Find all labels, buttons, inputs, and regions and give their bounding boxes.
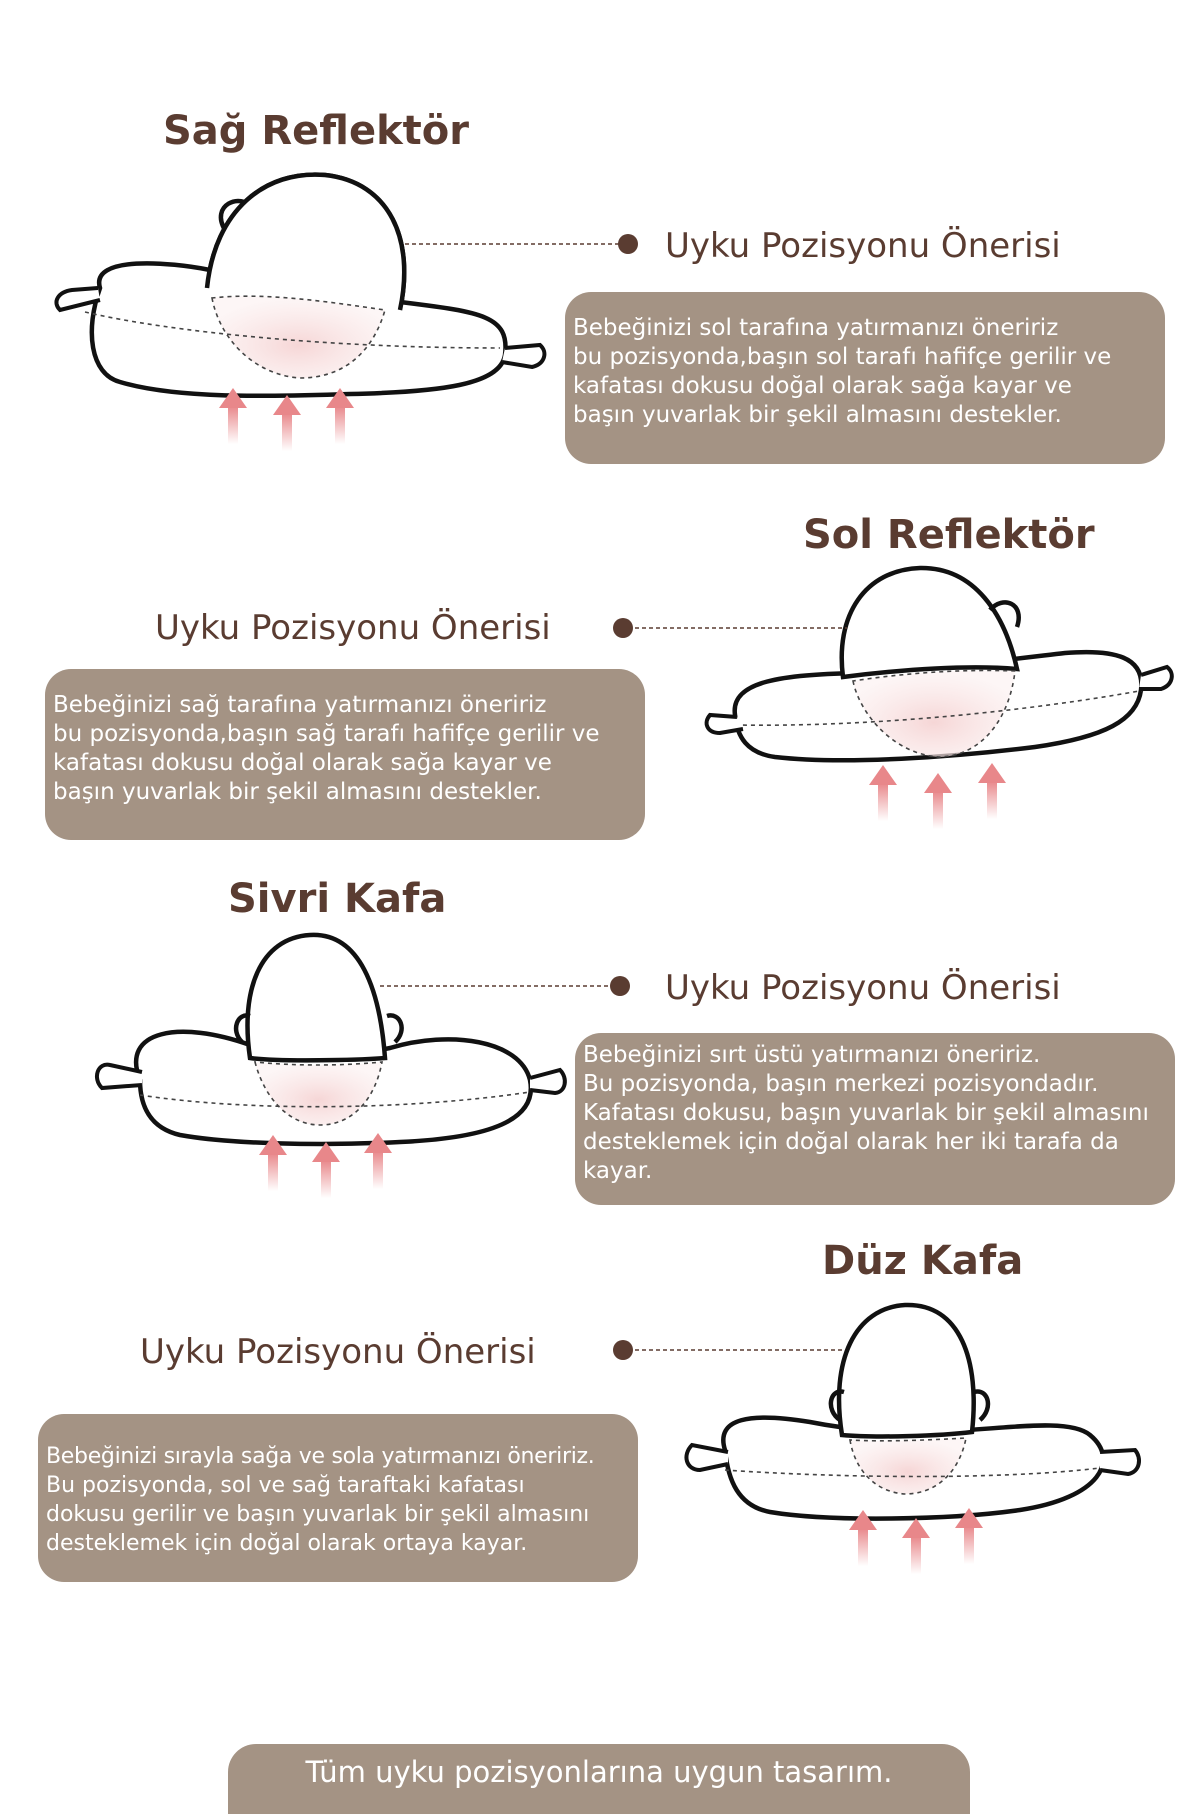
footer-banner bbox=[228, 1744, 970, 1814]
description-line: kafatası dokusu doğal olarak sağa kayar ve bbox=[573, 373, 1072, 399]
description-box bbox=[45, 669, 645, 840]
leader-line bbox=[405, 234, 645, 254]
description-line: dokusu gerilir ve başın yuvarlak bir şekil almasını bbox=[46, 1502, 590, 1527]
description-line: Bu pozisyonda, başın merkezi pozisyondadır. bbox=[583, 1071, 1099, 1097]
description-line: Kafatası dokusu, başın yuvarlak bir şekil almasını bbox=[583, 1100, 1149, 1126]
baby-head-pillow-illustration bbox=[50, 170, 550, 450]
description-line: Bebeğinizi sol tarafına yatırmanızı öneririz bbox=[573, 315, 1059, 341]
description-line: kayar. bbox=[583, 1158, 653, 1184]
recommendation-label: Uyku Pozisyonu Önerisi bbox=[140, 1332, 536, 1372]
description-line: Bebeğinizi sağ tarafına yatırmanızı öneririz bbox=[53, 692, 547, 718]
section-title: Sağ Reflektör bbox=[163, 108, 469, 154]
section-title: Sivri Kafa bbox=[228, 876, 447, 922]
description-line: bu pozisyonda,başın sol tarafı hafifçe gerilir ve bbox=[573, 344, 1112, 370]
description-line: başın yuvarlak bir şekil almasını destekler. bbox=[53, 779, 542, 805]
recommendation-label: Uyku Pozisyonu Önerisi bbox=[665, 226, 1061, 266]
description-box bbox=[575, 1033, 1175, 1205]
leader-line bbox=[612, 618, 852, 638]
description-line: bu pozisyonda,başın sağ tarafı hafifçe gerilir ve bbox=[53, 721, 600, 747]
recommendation-label: Uyku Pozisyonu Önerisi bbox=[665, 968, 1061, 1008]
description-line: başın yuvarlak bir şekil almasını destekler. bbox=[573, 402, 1062, 428]
leader-line bbox=[380, 976, 640, 996]
section-title: Düz Kafa bbox=[822, 1238, 1024, 1284]
description-line: Bebeğinizi sırt üstü yatırmanızı öneririz. bbox=[583, 1042, 1041, 1068]
leader-line bbox=[612, 1340, 852, 1360]
description-line: Bebeğinizi sırayla sağa ve sola yatırmanızı öneririz. bbox=[46, 1444, 595, 1469]
description-box bbox=[38, 1414, 638, 1582]
description-line: Bu pozisyonda, sol ve sağ taraftaki kafatası bbox=[46, 1473, 525, 1498]
description-box bbox=[565, 292, 1165, 464]
recommendation-label: Uyku Pozisyonu Önerisi bbox=[155, 608, 551, 648]
description-line: desteklemek için doğal olarak her iki tarafa da bbox=[583, 1129, 1119, 1155]
description-line: desteklemek için doğal olarak ortaya kayar. bbox=[46, 1531, 528, 1556]
footer-label: Tüm uyku pozisyonlarına uygun tasarım. bbox=[305, 1755, 893, 1789]
description-line: kafatası dokusu doğal olarak sağa kayar ve bbox=[53, 750, 552, 776]
baby-head-pillow-illustration bbox=[90, 930, 570, 1205]
baby-head-pillow-illustration bbox=[705, 565, 1175, 835]
section-title: Sol Reflektör bbox=[803, 512, 1095, 558]
